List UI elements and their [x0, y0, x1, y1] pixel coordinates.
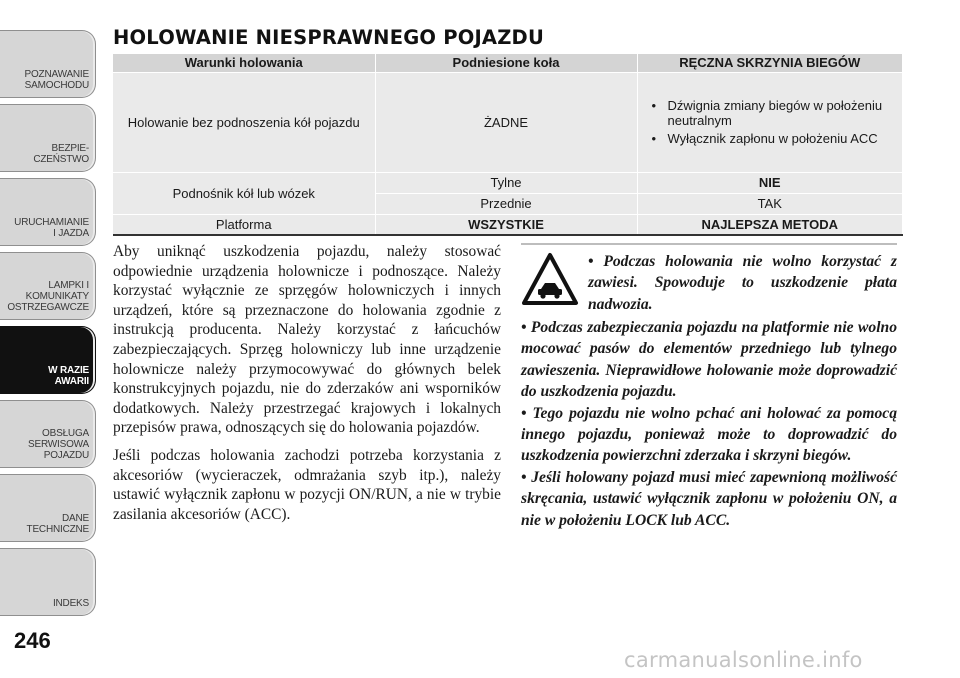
tab-lampki-i-komunikaty[interactable] — [0, 252, 96, 320]
instruction-list — [644, 98, 897, 146]
tab-w-razie-awarii[interactable] — [0, 326, 96, 394]
cell-condition: Podnośnik kół lub wózek — [113, 172, 375, 214]
cell-value: NAJLEPSZA METODA — [637, 214, 903, 235]
tab-label: OBSŁUGA SERWISOWA POJAZDU — [28, 428, 89, 461]
tab-obsluga-serwisowa[interactable] — [0, 400, 96, 468]
warning-list — [521, 317, 897, 531]
header-conditions: Warunki holowania — [113, 54, 375, 72]
paragraph: Aby uniknąć uszkodzenia pojazdu, należy stosować odpowiednie urządzenia holownicze i podnoszące. Należy korzystać wyłącznie ze sprzęgów holowniczych i innych urządzeń, które są przeznaczone do holowania zgodnie z instrukcją producenta. Należy korzystać z łańcuchów zabezpieczających. Sprzęg holowniczy lub inne urządzenie holownicze należy przymocowywać do głównych belek konstrukcyjnych pojazdu, nie do zderzaków ani wsporników dodatkowych. Należy przestrzegać krajowych i lokalnych przepisów prawa, odnoszących się do holowania pojazdów. — [113, 243, 501, 437]
page-number: 246 — [14, 628, 51, 653]
tab-poznawanie-samochodu[interactable] — [0, 30, 96, 98]
warning-divider — [521, 243, 897, 245]
warning-item: • Tego pojazdu nie wolno pchać ani holować za pomocą innego pojazdu, ponieważ może to doprowadzić do uszkodzenia powierzchni zderzaka i skrzyni biegów. — [521, 404, 897, 465]
table-header-row — [113, 54, 903, 72]
towing-table — [113, 54, 903, 236]
warning-item: • Jeśli holowany pojazd musi mieć zapewnioną możliwość skręcania, ustawić wyłącznik zapłonu w położeniu ON, a nie w położeniu LOCK lub ACC. — [521, 468, 897, 529]
list-item: • Dźwignia zmiany biegów w położeniu neutralnym — [652, 98, 897, 128]
cell-wheels: Przednie — [375, 193, 637, 214]
tab-bezpieczenstwo[interactable] — [0, 104, 96, 172]
page-title: HOLOWANIE NIESPRAWNEGO POJAZDU — [113, 26, 544, 49]
cell-wheels: WSZYSTKIE — [375, 214, 637, 235]
cell-condition: Platforma — [113, 214, 375, 235]
watermark: carmanualsonline.info — [624, 648, 863, 672]
tab-label: POZNAWANIE SAMOCHODU — [24, 69, 89, 91]
paragraph: Jeśli podczas holowania zachodzi potrzeba korzystania z akcesoriów (wycieraczek, odmrażania szyb itp.), należy ustawić wyłącznik zapłonu w pozycji ON/RUN, a nie w trybie zasilania akcesoriów (ACC). — [113, 446, 501, 523]
tab-uruchamianie-i-jazda[interactable] — [0, 178, 96, 246]
warning-item: • Podczas holowania nie wolno korzystać z zawiesi. Spowoduje to uszkodzenie płata nadwozia. — [588, 253, 897, 313]
header-manual-transmission: RĘCZNA SKRZYNIA BIEGÓW — [637, 54, 903, 72]
table-row — [113, 214, 903, 235]
list-item: • Wyłącznik zapłonu w położeniu ACC — [652, 131, 897, 146]
header-wheels-raised: Podniesione koła — [375, 54, 637, 72]
table-row — [113, 72, 903, 172]
tab-label: INDEKS — [52, 598, 89, 609]
tab-label: DANE TECHNICZNE — [26, 513, 89, 535]
tab-label: BEZPIE- CZEŃSTWO — [33, 143, 89, 165]
tab-label: LAMPKI I KOMUNIKATY OSTRZEGAWCZE — [7, 280, 89, 313]
tab-label: URUCHAMIANIE I JAZDA — [14, 217, 89, 239]
tab-indeks[interactable] — [0, 548, 96, 616]
warning-item: • Podczas zabezpieczania pojazdu na platformie nie wolno mocować pasów do elementów przedniego lub tylnego zawieszenia. Nieprawidłowe holowanie może doprowadzić do uszkodzenia pojazdu. — [521, 319, 897, 401]
cell-wheels: Tylne — [375, 172, 637, 193]
cell-condition: Holowanie bez podnoszenia kół pojazdu — [113, 72, 375, 172]
tab-dane-techniczne[interactable] — [0, 474, 96, 542]
cell-value: TAK — [637, 193, 903, 214]
cell-wheels: ŻADNE — [375, 72, 637, 172]
body-text — [113, 242, 501, 532]
table-row — [113, 172, 903, 193]
car-warning-triangle-icon — [521, 252, 579, 306]
tab-label: W RAZIE AWARII — [48, 365, 89, 387]
cell-value: NIE — [637, 172, 903, 193]
cell-instructions — [637, 72, 903, 172]
